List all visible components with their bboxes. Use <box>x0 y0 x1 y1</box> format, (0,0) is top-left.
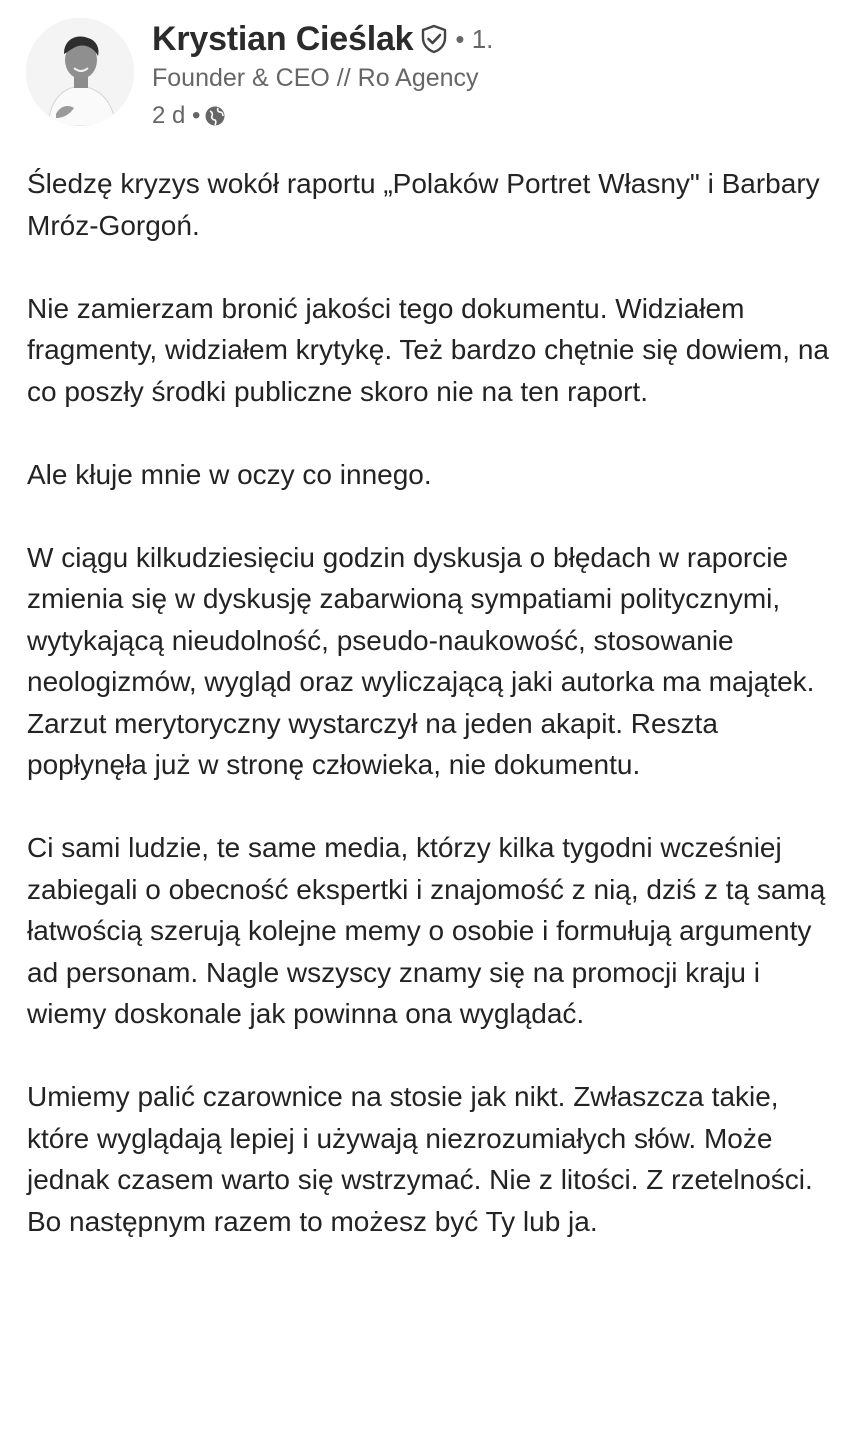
author-avatar[interactable] <box>26 18 134 126</box>
post-paragraph: W ciągu kilkudziesięciu godzin dyskusja o błędach w raporcie zmienia się w dyskusję zabarwioną sympatiami politycznymi, wytykającą nieudolność, pseudo-naukowość, stosowanie neologizmów, wygląd oraz wyliczającą jaki autorka ma majątek. Zarzut merytoryczny wystarczył na jeden akapit. Reszta popłynęła już w stronę człowieka, nie dokumentu. <box>27 541 815 780</box>
post-paragraph: Ci sami ludzie, te same media, którzy kilka tygodni wcześniej zabiegali o obecność ekspertki i znajomość z nią, dziś z tą samą łatwością szerują kolejne memy o osobie i formułują argumenty ad personam. Nagle wszyscy znamy się na promocji kraju i wiemy doskonale jak powinna ona wyglądać. <box>27 832 826 1029</box>
author-name[interactable]: Krystian Cieślak <box>152 19 414 58</box>
post-paragraph: Śledzę kryzys wokół raportu „Polaków Portret Własny" i Barbary Mróz-Gorgoń. <box>27 168 820 241</box>
post-paragraph: Umiemy palić czarownice na stosie jak nikt. Zwłaszcza takie, które wyglądają lepiej i używają niezrozumiałych słów. Może jednak czasem warto się wstrzymać. Nie z litości. Z rzetelności. Bo następnym razem to możesz być Ty lub ja. <box>27 1081 813 1237</box>
post-body <box>27 163 839 1242</box>
globe-icon <box>204 105 226 127</box>
post-time: 2 d • <box>152 102 201 129</box>
connection-degree: • 1. <box>455 23 494 54</box>
verified-shield-icon <box>419 24 449 54</box>
avatar-photo <box>26 18 134 126</box>
post-paragraph: Ale kłuje mnie w oczy co innego. <box>27 458 432 490</box>
author-headline: Founder & CEO // Ro Agency <box>152 64 479 92</box>
post-header <box>26 16 846 134</box>
post-meta <box>152 102 226 130</box>
post-paragraph: Nie zamierzam bronić jakości tego dokumentu. Widziałem fragmenty, widziałem krytykę. Też bardzo chętnie się dowiem, na co poszły środki publiczne skoro nie na ten raport. <box>27 292 829 407</box>
author-name-row <box>152 16 493 62</box>
